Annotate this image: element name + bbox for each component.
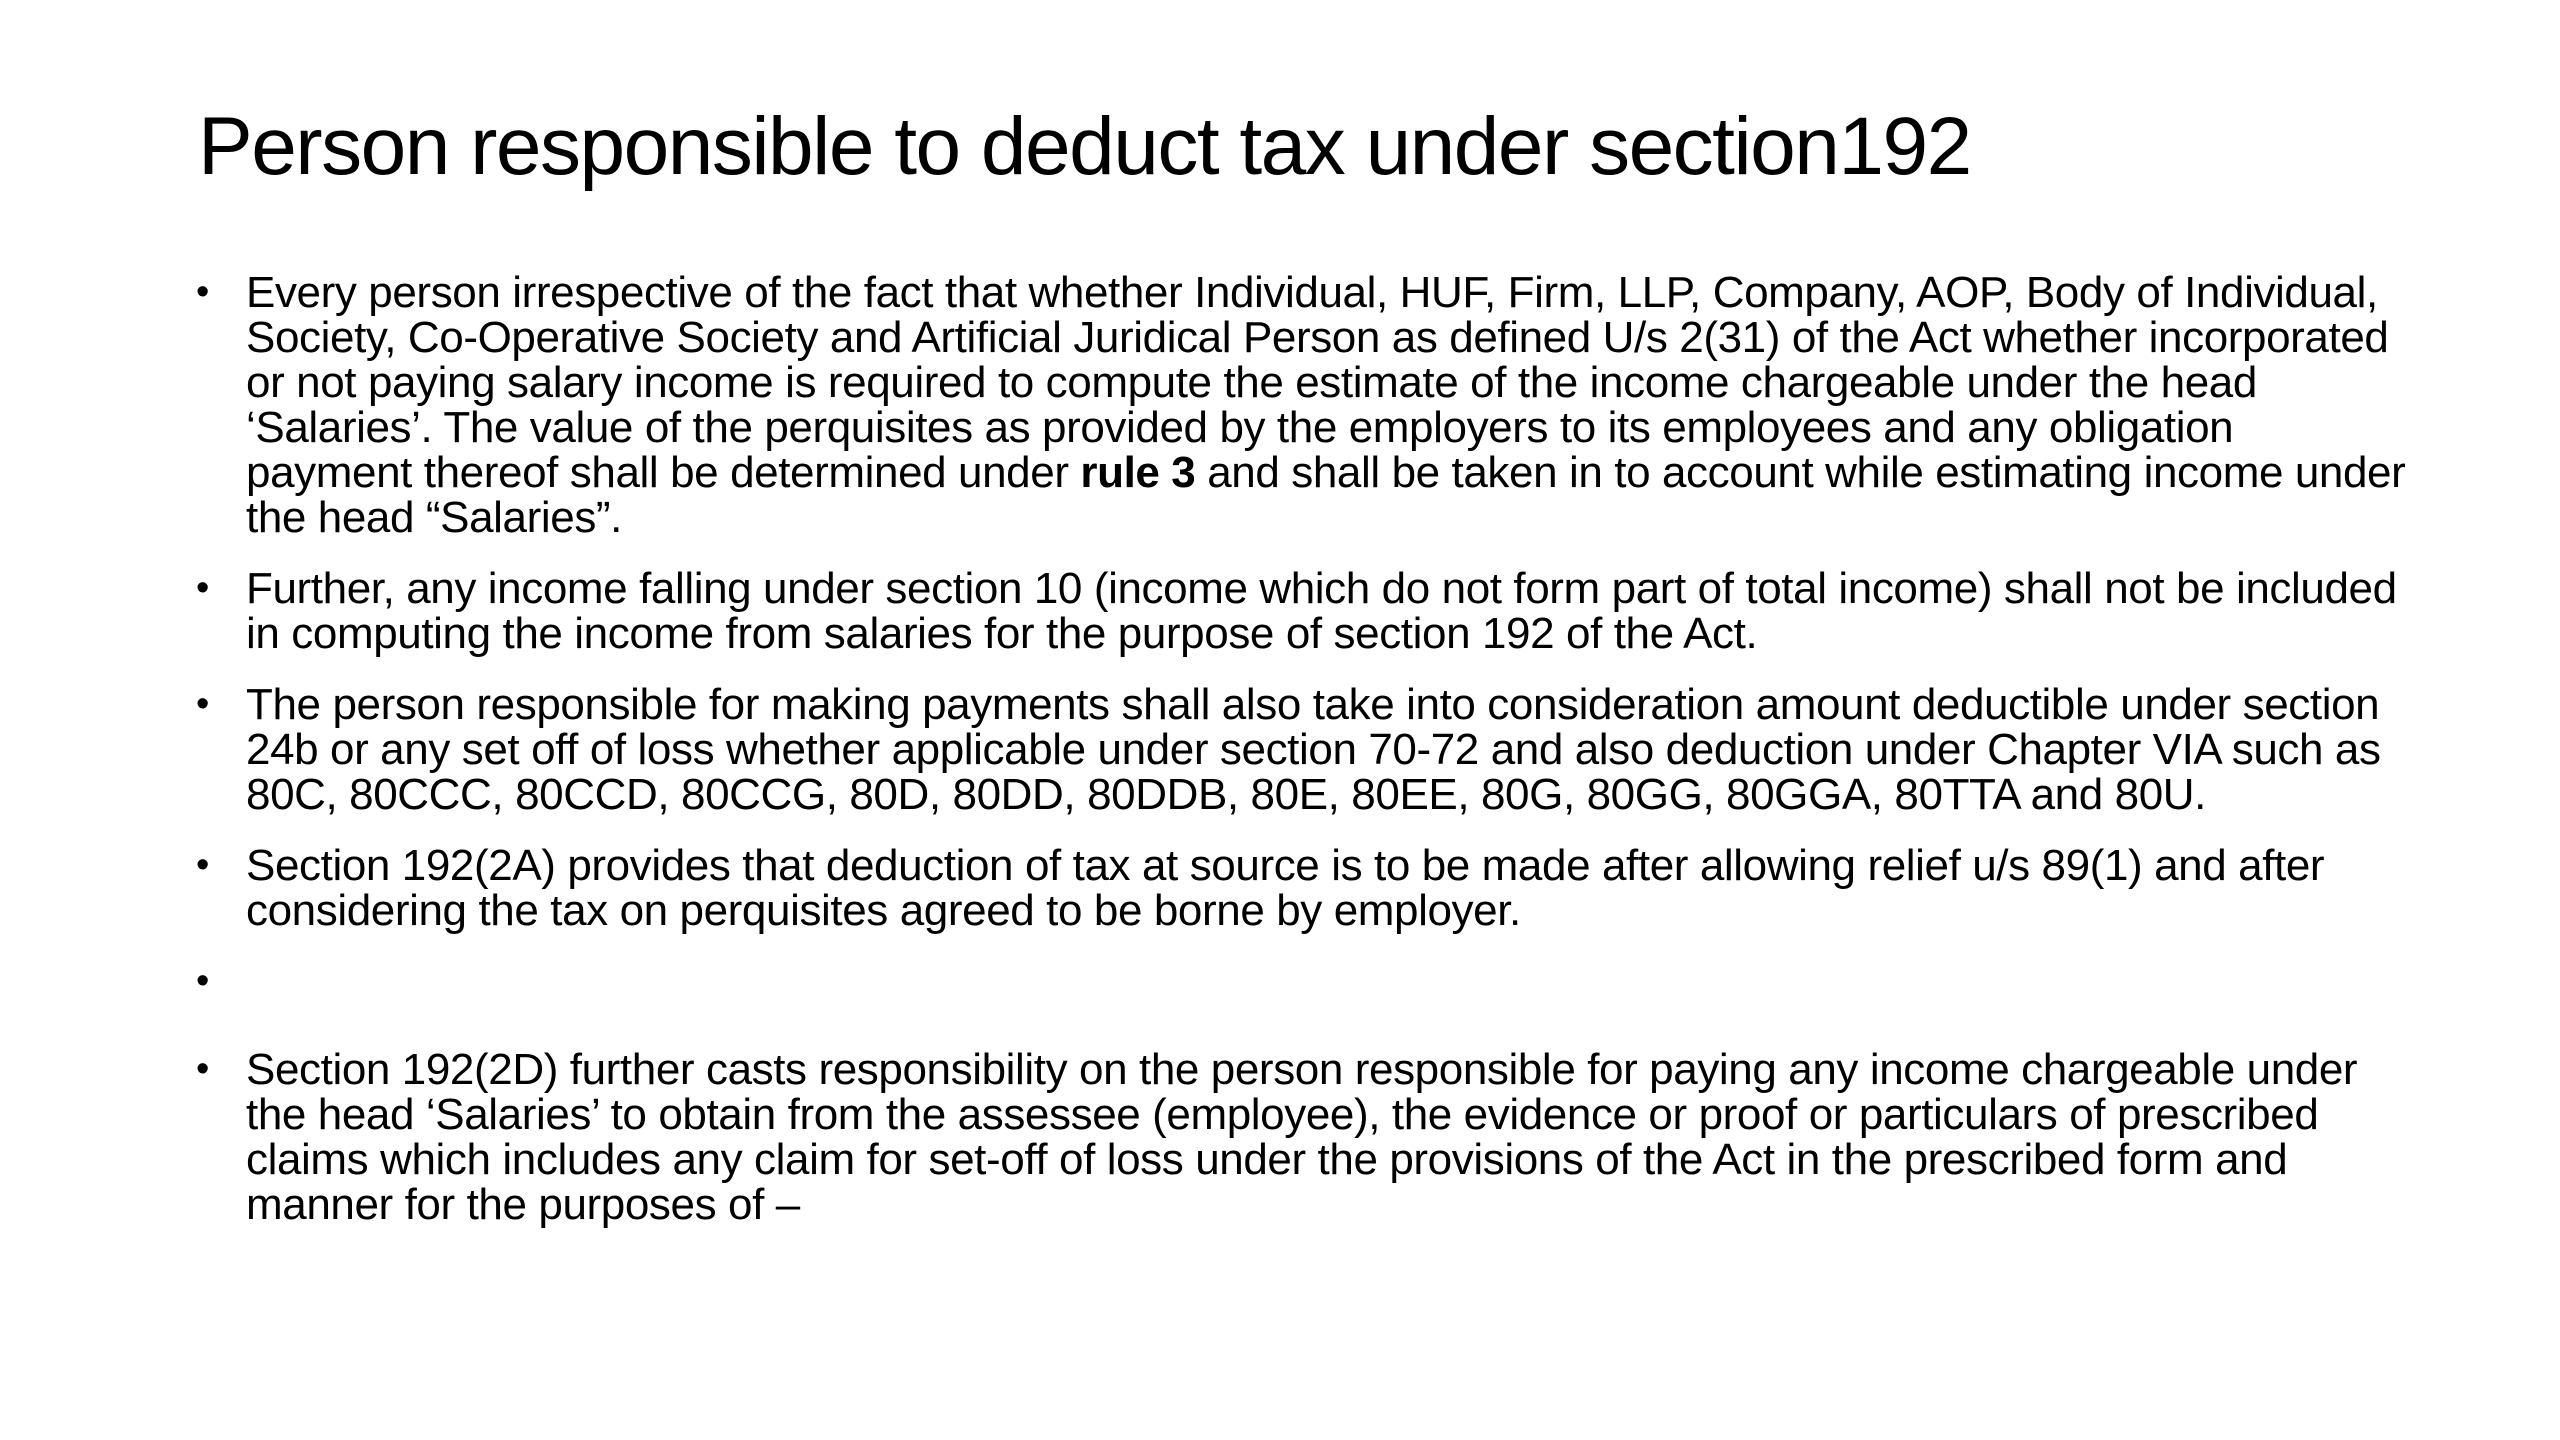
bullet-text: Further, any income falling under section 10 (income which do not form part of total income) shall not be included in computing the income from salaries for the purpose of section 192 of the Act. [246,564,2397,658]
bullet-item-section-192-2d [196,1047,2406,1227]
bullet-dot-icon: • [196,567,209,609]
bullet-dot-icon: • [196,683,209,725]
bullet-dot-icon: • [196,271,209,313]
bullet-item-employer-estimate [196,270,2406,540]
bullet-item-section-192-2a [196,843,2406,933]
bullet-item-section-10 [196,566,2406,656]
bullet-item-empty [196,959,2406,1004]
bullet-bold-text: rule 3 [1080,448,1196,497]
bullet-text-continued: and shall be taken in to account while estimating income under the head “Salaries”. [246,448,2406,542]
bullet-text: Section 192(2A) provides that deduction of tax at source is to be made after allowing relief u/s 89(1) and after considering the tax on perquisites agreed to be borne by employer. [246,841,2325,935]
bullet-dot-icon: • [196,960,209,1002]
bullet-dot-icon: • [196,844,209,886]
slide-title: Person responsible to deduct tax under section192 [198,101,1971,192]
bullet-text: The person responsible for making payments shall also take into consideration amount deductible under section 24b or any set off of loss whether applicable under section 70-72 and also deduction under Chapter VIA such as 80C, 80CCC, 80CCD, 80CCG, 80D, 80DD, 80DDB, 80E, 80EE, 80G, 80GG, 80GGA, 80TTA and 80U. [246,680,2381,819]
bullet-text: Every person irrespective of the fact that whether Individual, HUF, Firm, LLP, Company, AOP, Body of Individual, Society, Co-Operative Society and Artificial Juridical Person as defined U/s 2(31) of the Act whether incorporated or not paying salary income is required to compute the estimate of the income chargeable under the head ‘Salaries’. The value of the perquisites as provided by the employers to its employees and any obligation payment thereof shall be determined under [246,268,2389,497]
bullet-dot-icon: • [196,1048,209,1090]
bullet-item-deductions [196,682,2406,817]
bullet-text: Section 192(2D) further casts responsibility on the person responsible for paying any income chargeable under the head ‘Salaries’ to obtain from the assessee (employee), the evidence or proof or particulars of prescribed claims which includes any claim for set-off of loss under the provisions of the Act in the prescribed form and manner for the purposes of – [246,1045,2358,1229]
bullet-list [196,270,2406,1253]
